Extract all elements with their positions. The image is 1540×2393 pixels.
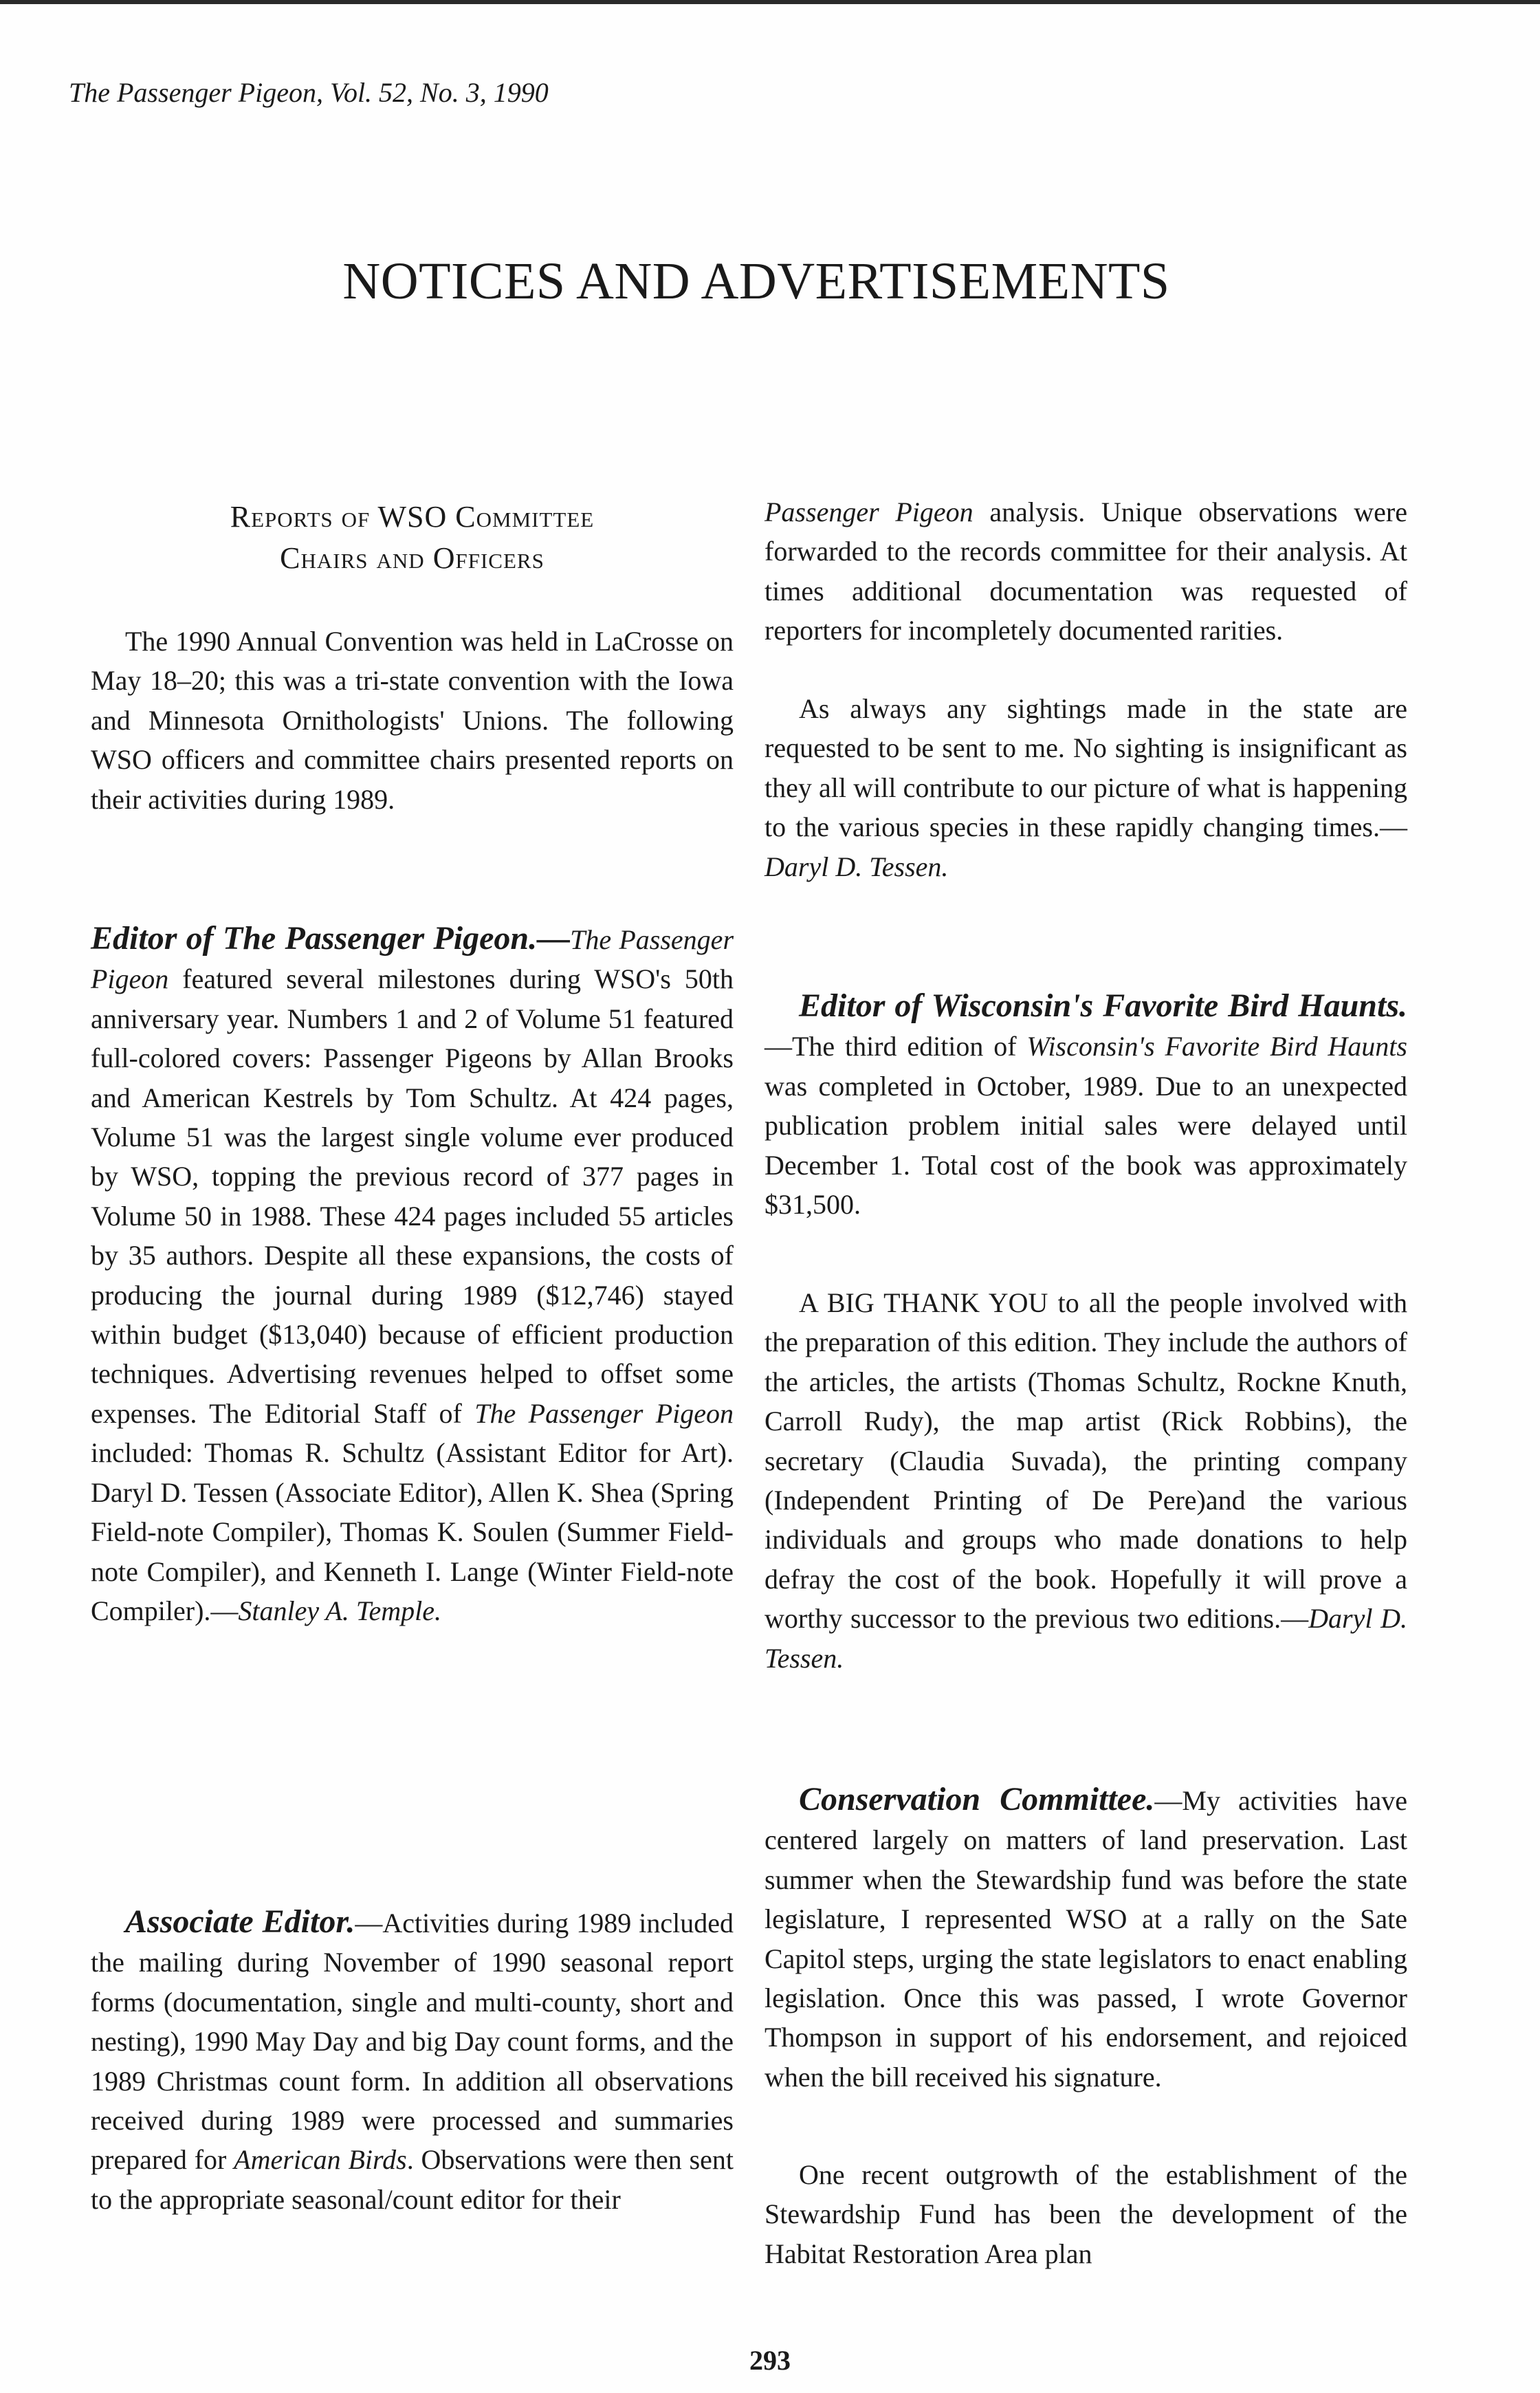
favorite-haunts-paragraph-2: A BIG THANK YOU to all the people involved with the preparation of this edition. They include the authors of the articles, the artists (Thomas Schultz, Rockne Knuth, Carroll Rudy), the map artist (Rick Robbins), the secretary (Claudia Suvada), the printing company (Independent Printing of De Pere)and the various individuals and groups who made donations to help defray the cost of the book. Hopefully it will prove a worthy successor to the previous two editions.—Daryl D. Tessen.	[764, 1287, 1407, 1674]
page-title: NOTICES AND ADVERTISEMENTS	[342, 252, 1170, 310]
favorite-haunts-signature: Daryl D. Tessen.	[764, 1603, 1407, 1674]
conservation-paragraph-2: One recent outgrowth of the establishment of the Stewardship Fund has been the development of the Habitat Restoration Area plan	[764, 2159, 1407, 2269]
associate-editor-paragraph: Associate Editor.—Activities during 1989 included the mailing during November of 1990 seasonal report forms (documentation, single and multi-county, short and nesting), 1990 May Day and big Day count forms, and the 1989 Christmas count form. In addition all observations received during 1989 were processed and summaries prepared for American Birds. Observations were then sent to the appropriate seasonal/count editor for their	[91, 1903, 734, 2215]
associate-editor-signature: Daryl D. Tessen.	[764, 851, 949, 882]
editor-report-heading: Editor of The Passenger Pigeon.—	[91, 920, 571, 957]
conservation-paragraph: Conservation Committee.—My activities have centered largely on matters of land preservation. Last summer when the Stewardship fund was before the state legislature, I represented WSO at a rally on the Sate Capitol steps, urging the state legislators to enact enabling legislation. Once this was passed, I wrote Governor Thompson in support of his endorsement, and rejoiced when the bill received his signature.	[764, 1781, 1408, 2092]
section-heading-line-1: Reports of WSO Committee	[230, 500, 595, 534]
favorite-haunts-paragraph: Editor of Wisconsin's Favorite Bird Haunts.—The third edition of Wisconsin's Favorite Bird Haunts was completed in October, 1989. Due to an unexpected publication problem initial sales were delayed until December 1. Total cost of the book was approximately $31,500.	[764, 987, 1407, 1221]
page-number: 293	[749, 2345, 791, 2376]
intro-paragraph: The 1990 Annual Convention was held in LaCrosse on May 18–20; this was a tri-state convention with the Iowa and Minnesota Ornithologists' Unions. The following WSO officers and committee chairs presented reports on their activities during 1989.	[91, 626, 734, 815]
running-head: The Passenger Pigeon, Vol. 52, No. 3, 1990	[69, 77, 549, 108]
top-rule	[0, 0, 1540, 4]
editor-report-paragraph: Editor of The Passenger Pigeon.—The Passenger Pigeon featured several milestones during WSO's 50th anniversary year. Numbers 1 and 2 of Volume 51 featured full-colored covers: Passenger Pigeons by Allan Brooks and American Kestrels by Tom Schultz. At 424 pages, Volume 51 was the largest single volume ever produced by WSO, topping the previous record of 377 pages in Volume 50 in 1988. These 424 pages included 55 articles by 35 authors. Despite all these expansions, the costs of producing the journal during 1989 ($12,746) stayed within budget ($13,040) because of efficient production techniques. Advertising revenues helped to offset some expenses. The Editorial Staff of The Passenger Pigeon included: Thomas R. Schultz (Assistant Editor for Art). Daryl D. Tessen (Associate Editor), Allen K. Shea (Spring Field-note Compiler), Thomas K. Soulen (Summer Field-note Compiler), and Kenneth I. Lange (Winter Field-note Compiler).—Stanley A. Temple.	[91, 920, 734, 1626]
associate-editor-paragraph-2: As always any sightings made in the state are requested to be sent to me. No sighting is insignificant as they all will contribute to our picture of what is happening to the various species in these rapidly changing times.—Daryl D. Tessen.	[764, 693, 1407, 882]
associate-editor-continued: Passenger Pigeon analysis. Unique observations were forwarded to the records committee for their analysis. At times additional documentation was requested of reporters for incompletely documented rarities.	[764, 496, 1407, 646]
associate-editor-heading: Associate Editor.	[125, 1903, 355, 1940]
favorite-haunts-heading: Editor of Wisconsin's Favorite Bird Haunts.	[799, 987, 1407, 1024]
conservation-heading: Conservation Committee.	[799, 1781, 1155, 1817]
editor-report-signature: Stanley A. Temple.	[238, 1595, 441, 1626]
section-heading-line-2: Chairs and Officers	[280, 541, 544, 575]
